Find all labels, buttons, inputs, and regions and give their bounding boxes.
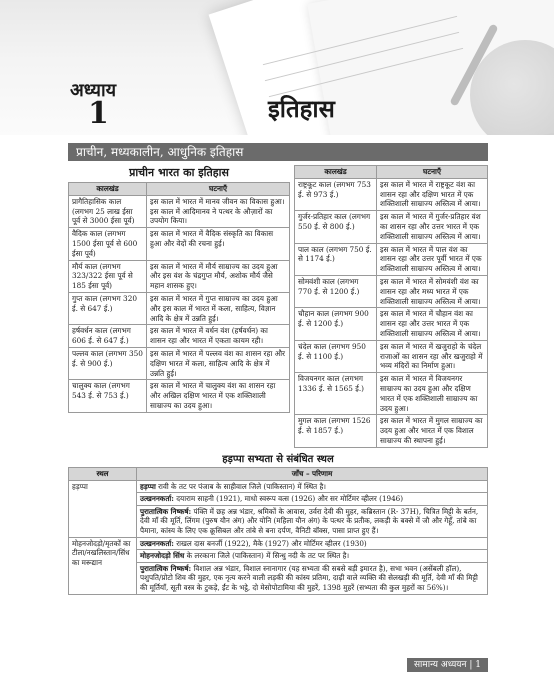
table-row — [295, 373, 488, 415]
ancient-india-table — [68, 182, 290, 413]
table-row — [295, 275, 488, 307]
table-header: घटनाएँ — [377, 166, 488, 179]
finding-label: हड़प्पा — [140, 481, 156, 491]
events-cell: इस काल में भारत में राष्ट्रकूट वंश का शासन रहा और दक्षिण भारत में एक शक्तिशाली साम्राज्य अस्तित्व में आया। — [377, 178, 488, 210]
period-cell: चालुक्य काल (लगभग 543 ई. से 753 ई.) — [69, 380, 147, 412]
period-cell: विजयनगर काल (लगभग 1336 ई. से 1565 ई.) — [295, 373, 377, 415]
table-row — [69, 347, 290, 379]
left-table-title: प्राचीन भारत का इतिहास — [129, 166, 229, 179]
period-cell: मौर्य काल (लगभग 323/322 ईसा पूर्व से 185 ईसा पूर्व) — [69, 260, 147, 292]
table-row — [69, 292, 290, 324]
events-cell: इस काल में भारत में चौहान वंश का शासन रहा और उत्तर भारत में एक शक्तिशाली साम्राज्य अस्तित्व में आया। — [377, 308, 488, 340]
events-cell: इस काल में भारत में पाल वंश का शासन रहा और उत्तर पूर्वी भारत में एक शक्तिशाली साम्राज्य अस्तित्व में आया। — [377, 243, 488, 275]
finding-text: दयाराम साहनी (1921), माधो स्वरूप वत्स (1926) और सर मोर्टिमर व्हीलर (1946) — [173, 494, 404, 504]
finding-text: पंक्ति में छह अन्न भंडार, श्रमिकों के आवास, उर्वरा देवी की मुहर, कब्रिस्तान (R- 37H), चित्रित मिट्टी के बर्तन, देवी माँ की मूर्ति, लिंगम (पुरुष यौन अंग) और योनि (महिला यौन अंग) के पत्थर के प्रतीक, लकड़ी के बक्से में जौ और गेहूँ, तांबे का पैमाना, कांस्य के लिए एक क्रूसिबल और तांबे से बना दर्पण, वैनिटी बॉक्स, पासा प्राप्त हुए हैं। — [140, 506, 479, 535]
events-cell: इस काल में भारत में खजुराहो के चंदेल राजाओं का शासन रहा और खजुराहो में भव्य मंदिरों का निर्माण हुआ। — [377, 340, 488, 372]
table-row — [295, 308, 488, 340]
chapter-number: 1 — [88, 96, 109, 131]
period-cell: प्रागैतिहासिक काल (लगभग 25 लाख ईसा पूर्व से 3000 ईसा पूर्व) — [69, 195, 147, 227]
period-cell: गुप्त काल (लगभग 320 ई. से 647 ई.) — [69, 292, 147, 324]
finding-label: पुरातात्विक निष्कर्ष: — [140, 563, 192, 573]
finding-text: रावी के तट पर पंजाब के साहीवाल जिले (पाकिस्तान) में स्थित है। — [155, 481, 326, 491]
period-cell: पल्लव काल (लगभग 350 ई. से 900 ई.) — [69, 347, 147, 379]
finding-cell — [137, 550, 488, 563]
events-cell: इस काल में भारत में गुप्त साम्राज्य का उदय हुआ और इस काल में भारत में कला, साहित्य, विज्ञान आदि के क्षेत्र में उन्नति हुई। — [147, 292, 290, 324]
finding-label: पुरातात्विक निष्कर्ष: — [140, 506, 192, 516]
table-row — [69, 195, 290, 227]
site-name-cell: मोहनजोदड़ो/मृतकों का टीला/नखलिस्तान/सिंध का मरूद्यान — [69, 537, 137, 594]
table-header: जाँच – परिणाम — [137, 468, 488, 481]
chapter-label: अध्याय — [70, 80, 117, 101]
chapter-header — [0, 0, 554, 135]
finding-text: के लरकाना जिले (पाकिस्तान) में सिन्धु नदी के तट पर स्थित है। — [184, 551, 350, 561]
finding-cell — [137, 480, 488, 493]
table-header: कालखंड — [295, 166, 377, 179]
table-row — [295, 243, 488, 275]
period-cell: मुगल काल (लगभग 1526 ई. से 1857 ई.) — [295, 415, 377, 447]
table-row — [295, 415, 488, 447]
table-row — [295, 340, 488, 372]
chapter-title: इतिहास — [268, 94, 335, 123]
table-row — [69, 380, 290, 412]
events-cell: इस काल में भारत में वर्धन वंश (हर्षवर्धन) का शासन रहा और भारत में एकता कायम रही। — [147, 325, 290, 348]
events-cell: इस काल में भारत में मौर्य साम्राज्य का उदय हुआ और इस वंश के चंद्रगुप्त मौर्य, अशोक मौर्य जैसे महान शासक हुए। — [147, 260, 290, 292]
events-cell: इस काल में भारत में गुर्जर-प्रतिहार वंश का शासन रहा और उत्तर भारत में एक शक्तिशाली साम्राज्य अस्तित्व में आया। — [377, 211, 488, 243]
period-cell: हर्षवर्धन काल (लगभग 606 ई. से 647 ई.) — [69, 325, 147, 348]
events-cell: इस काल में भारत में मानव जीवन का विकास हुआ। इस काल में आदिमानव ने पत्थर के औज़ारों का उपयोग किया। — [147, 195, 290, 227]
harappa-table-title: हड़प्पा सभ्यता से संबंधित स्थल — [222, 454, 334, 465]
period-cell: राष्ट्रकूट काल (लगभग 753 ई. से 973 ई.) — [295, 178, 377, 210]
finding-text: विशाल अन्न भंडार, विशाल स्नानागार (यह सभ्यता की सबसे बड़ी इमारत है), सभा भवन (असेंबली हॉल), पशुपति/प्रोटो शिव की मुहर, एक नृत्य करने वाली लड़की की कांस्य प्रतिमा, दाढ़ी वाले व्यक्ति की सेलखड़ी की मूर्ति, देवी माँ की मिट्टी की मूर्तियाँ, सूती वस्त्र के टुकड़े, ईंट के भट्ठे, दो मेसोपोटामिया की मुहरें, 1398 मुहरें (सभ्यता की कुल मुहरों का 56%)। — [140, 563, 478, 592]
period-cell: गुर्जर-प्रतिहार काल (लगभग 550 ई. से 800 ई.) — [295, 211, 377, 243]
table-row — [69, 480, 488, 493]
events-cell: इस काल में भारत में चालुक्य वंश का शासन रहा और अखिल दक्षिण भारत में एक शक्तिशाली साम्राज्य का उदय हुआ। — [147, 380, 290, 412]
table-header: घटनाएँ — [147, 183, 290, 196]
period-cell: पाल काल (लगभग 750 ई. से 1174 ई.) — [295, 243, 377, 275]
events-cell: इस काल में भारत में पल्लव वंश का शासन रहा और दक्षिण भारत में कला, साहित्य आदि के क्षेत्र में उन्नति हुई। — [147, 347, 290, 379]
finding-cell — [137, 493, 488, 506]
table-row — [295, 178, 488, 210]
finding-text: राखल दास बनर्जी (1922), मैके (1927) और मोर्टिमर व्हीलर (1930) — [173, 538, 367, 548]
period-cell: सोमवंशी काल (लगभग 770 ई. से 1200 ई.) — [295, 275, 377, 307]
table-row — [69, 537, 488, 550]
medieval-dynasty-table — [294, 165, 488, 448]
finding-label: मोहनजोदड़ो सिंध — [140, 551, 185, 561]
harappa-sites-table — [68, 467, 488, 595]
finding-cell — [137, 562, 488, 594]
table-row — [295, 211, 488, 243]
events-cell: इस काल में भारत में वैदिक संस्कृति का विकास हुआ और वेदों की रचना हुई। — [147, 228, 290, 260]
finding-cell — [137, 505, 488, 537]
events-cell: इस काल में भारत में विजयनगर साम्राज्य का उदय हुआ और दक्षिण भारत में एक शक्तिशाली साम्राज्य का उदय हुआ। — [377, 373, 488, 415]
table-row — [69, 260, 290, 292]
table-header: कालखंड — [69, 183, 147, 196]
period-cell: वैदिक काल (लगभग 1500 ईसा पूर्व से 600 ईसा पूर्व) — [69, 228, 147, 260]
table-header: स्थल — [69, 468, 137, 481]
site-name-cell: हड़प्पा — [69, 480, 137, 537]
period-cell: चंदेल काल (लगभग 950 ई. से 1100 ई.) — [295, 340, 377, 372]
events-cell: इस काल में भारत में सोमवंशी वंश का शासन रहा और मध्य भारत में एक शक्तिशाली साम्राज्य अस्तित्व में आया। — [377, 275, 488, 307]
finding-label: उत्खननकर्ता: — [140, 538, 174, 548]
period-cell: चौहान काल (लगभग 900 ई. से 1200 ई.) — [295, 308, 377, 340]
section-banner: प्राचीन, मध्यकालीन, आधुनिक इतिहास — [68, 143, 488, 161]
table-row — [69, 325, 290, 348]
events-cell: इस काल में भारत में मुगल साम्राज्य का उदय हुआ और भारत में एक विशाल साम्राज्य की स्थापना हुई। — [377, 415, 488, 447]
table-row — [69, 228, 290, 260]
finding-cell — [137, 537, 488, 550]
page-footer: सामान्य अध्ययन | 1 — [407, 658, 488, 672]
finding-label: उत्खननकर्ता: — [140, 494, 174, 504]
